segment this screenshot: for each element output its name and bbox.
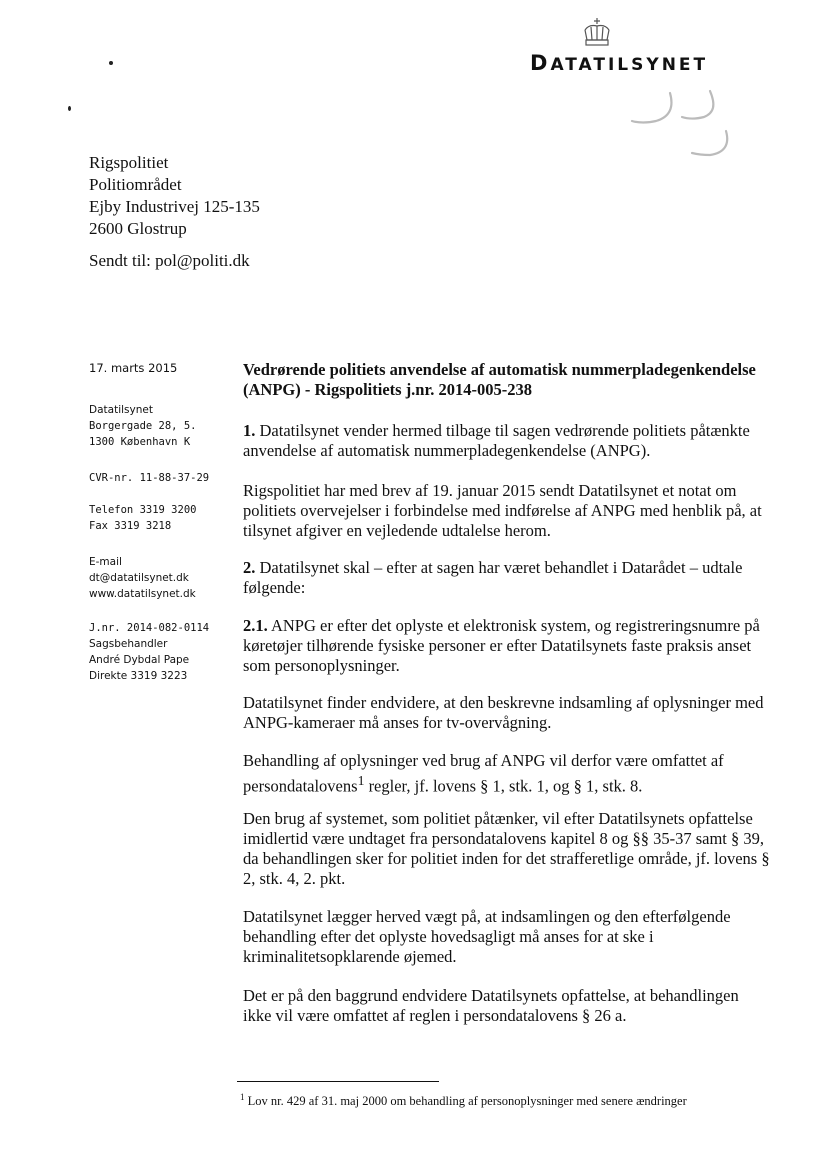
paragraph-8: Datatilsynet lægger herved vægt på, at indsamlingen og den efterfølgende behandling efter det oplyste hovedsagligt må anses for at ske i kriminalitetsopklarende øjemed. bbox=[243, 907, 731, 966]
section-number: 1. bbox=[243, 421, 256, 440]
sender-city: 1300 København K bbox=[89, 436, 191, 448]
paragraph-text: Datatilsynet vender hermed tilbage til sagen vedrørende politiets påtænkte anvendelse af automatisk nummerpladegenkendelse (ANPG). bbox=[243, 421, 750, 460]
sent-to-line: Sendt til: pol@politi.dk bbox=[89, 251, 250, 270]
footnote-text: Lov nr. 429 af 31. maj 2000 om behandling af personoplysninger med senere ændringer bbox=[244, 1094, 687, 1109]
paragraph-text: Datatilsynet skal – efter at sagen har været behandlet i Datarådet – udtale følgende: bbox=[243, 558, 743, 597]
address-line: Ejby Industrivej 125-135 bbox=[89, 197, 260, 216]
paragraph-3 bbox=[243, 558, 771, 598]
case-handler-label: Sagsbehandler bbox=[89, 638, 168, 650]
letter-subject: Vedrørende politiets anvendelse af automatisk nummerpladegenkendelse (ANPG) - Rigspolitiets j.nr. 2014-005-238 bbox=[243, 360, 756, 399]
address-line: 2600 Glostrup bbox=[89, 219, 187, 238]
footnote-number: 1 bbox=[240, 1092, 245, 1102]
section-number: 2.1. bbox=[243, 616, 268, 635]
address-line: Politiområdet bbox=[89, 175, 182, 194]
logo-wordmark: DATATILSYNET bbox=[530, 51, 709, 75]
website: www.datatilsynet.dk bbox=[89, 588, 196, 600]
sender-name: Datatilsynet bbox=[89, 404, 153, 416]
footnote-ref: 1 bbox=[357, 773, 365, 788]
paragraph-text: regler, jf. lovens § 1, stk. 1, og § 1, stk. 8. bbox=[364, 776, 643, 796]
cvr-number: CVR-nr. 11-88-37-29 bbox=[89, 472, 210, 484]
paragraph-6 bbox=[243, 751, 771, 797]
paragraph-7: Den brug af systemet, som politiet påtænker, vil efter Datatilsynets opfattelse imidlertid være undtaget fra persondatalovens kapitel 8 og §§ 35-37 samt § 39, da behandlingen sker for politiet inden for det strafferetlige område, jf. lovens § 2, stk. 4, 2. pkt. bbox=[243, 809, 770, 888]
stray-mark bbox=[68, 106, 71, 111]
sender-street: Borgergade 28, 5. bbox=[89, 420, 197, 432]
email-address: dt@datatilsynet.dk bbox=[89, 572, 189, 584]
case-handler-name: André Dybdal Pape bbox=[89, 654, 190, 666]
phone-number: Telefon 3319 3200 bbox=[89, 504, 197, 516]
direct-phone: Direkte 3319 3223 bbox=[89, 670, 188, 682]
recipient-address bbox=[89, 152, 260, 240]
paragraph-5: Datatilsynet finder endvidere, at den beskrevne indsamling af oplysninger med ANPG-kameraer må anses for tv-overvågning. bbox=[243, 693, 764, 732]
paragraph-2: Rigspolitiet har med brev af 19. januar 2015 sendt Datatilsynet et notat om politiets overvejelser i forbindelse med indførelse af ANPG med henblik på, at tilsynet afgiver en vejledende udtalelse herom. bbox=[243, 481, 762, 540]
stray-mark bbox=[109, 61, 113, 65]
paragraph-text: Behandling af oplysninger ved brug af ANPG vil derfor være omfattet af persondatalovens bbox=[243, 751, 724, 796]
footnote bbox=[240, 1092, 687, 1109]
address-line: Rigspolitiet bbox=[89, 153, 169, 172]
paragraph-4 bbox=[243, 616, 771, 676]
handwritten-marks bbox=[626, 85, 736, 165]
footnote-divider bbox=[237, 1081, 439, 1082]
paragraph-9: Det er på den baggrund endvidere Datatilsynets opfattelse, at behandlingen ikke vil være omfattet af reglen i persondatalovens § 26 a. bbox=[243, 986, 739, 1025]
paragraph-text: ANPG er efter det oplyste et elektronisk system, og registreringsnumre på køretøjer tilhørende fysiske personer er efter Datatilsynets faste praksis anset som personoplysninger. bbox=[243, 616, 760, 675]
email-label: E-mail bbox=[89, 556, 122, 568]
section-number: 2. bbox=[243, 558, 256, 577]
paragraph-1 bbox=[243, 421, 771, 461]
crown-logo-icon bbox=[580, 16, 614, 48]
journal-number: J.nr. 2014-082-0114 bbox=[89, 622, 210, 634]
letter-date: 17. marts 2015 bbox=[89, 361, 178, 375]
fax-number: Fax 3319 3218 bbox=[89, 520, 172, 532]
